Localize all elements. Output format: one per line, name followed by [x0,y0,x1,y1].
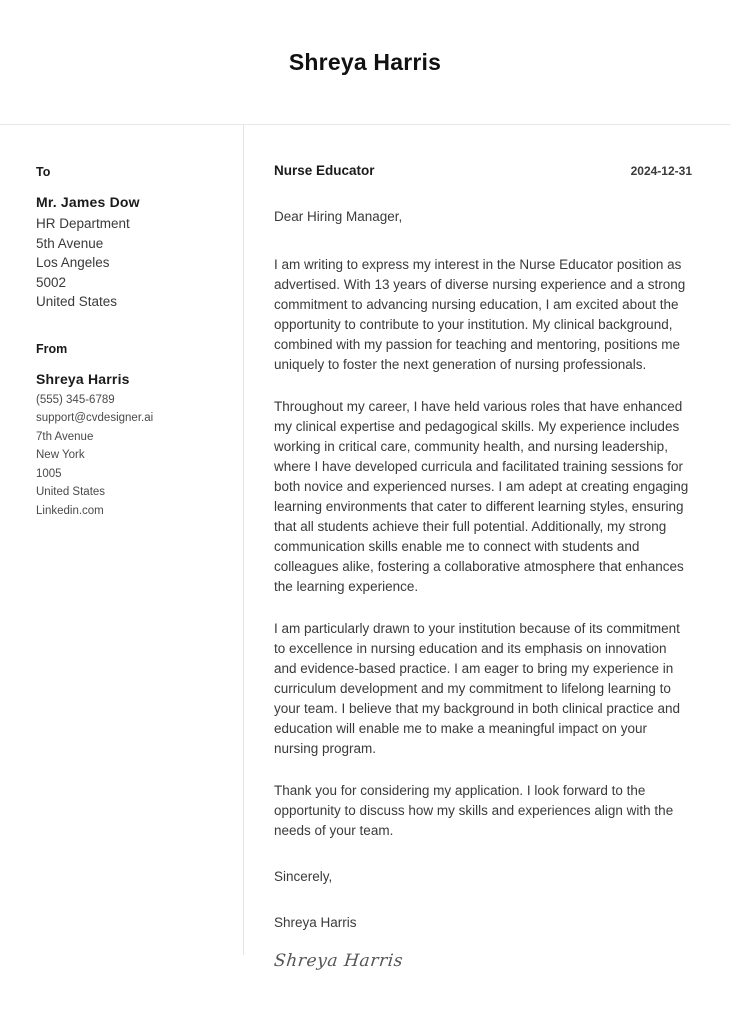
signature: Shreya Harris [272,951,405,971]
sender-phone: (555) 345-6789 [36,393,115,406]
sender-street: 7th Avenue [36,430,94,443]
recipient-line: HR Department [36,216,130,231]
recipient-block [36,165,225,312]
sender-label: From [36,341,68,356]
closing-word: Sincerely, [274,869,333,884]
letter-date: 2024-12-31 [630,164,692,178]
sender-email[interactable]: support@cvdesigner.ai [36,412,154,424]
recipient-line: Los Angeles [36,255,110,270]
salutation: Dear Hiring Manager, [274,209,403,224]
letter-paragraph: I am writing to express my interest in the Nurse Educator position as advertised. With 13 years of diverse nursing experience and a strong commitment to advancing nursing education, I am excited about the opportunity to contribute to your institution. My clinical background, combined with my passion for teaching and mentoring, positions me uniquely to foster the next generation of nursing professionals. [274,257,686,372]
document-body [0,125,730,1024]
document-header [0,0,730,125]
recipient-line: 5002 [36,274,67,290]
recipient-name: Mr. James Dow [36,194,140,210]
sender-block [36,342,225,521]
letter-paragraph: Throughout my career, I have held various roles that have enhanced my clinical expertise and pedagogical skills. My experience includes working in critical care, community health, and nursing leadership, where I have developed curricula and facilitated training sessions for both novice and experienced nurses. I am adept at creating engaging learning environments that cater to different learning styles, ensuring that all students achieve their full potential. Additionally, my strong communication skills enable me to connect with students and colleagues alike, fostering a collaborative atmosphere that enhances the learning experience. [274,399,689,594]
sender-postal-code: 1005 [36,467,62,480]
sidebar-contact-column [0,125,243,520]
closing-name: Shreya Harris [274,915,357,930]
sender-country: United States [36,486,106,498]
job-title: Nurse Educator [274,163,375,178]
letter-title-row [274,163,692,178]
page-title: Shreya Harris [288,48,442,75]
letter-paragraph: I am particularly drawn to your institution because of its commitment to excellence in nursing education and its emphasis on innovation and evidence-based practice. I am eager to bring my experience in curriculum development and my commitment to lifelong learning to your team. I believe that my background in both clinical practice and education will enable me to make a meaningful impact on your nursing program. [274,621,680,756]
letter-paragraph: Thank you for considering my application. I look forward to the opportunity to discuss how my skills and experiences align with the needs of your team. [274,783,674,838]
recipient-line: United States [36,294,118,309]
sender-name: Shreya Harris [36,370,130,387]
sender-linkedin[interactable]: Linkedin.com [36,504,104,517]
sender-city: New York [36,449,85,461]
recipient-label: To [36,165,51,179]
recipient-line: 5th Avenue [36,235,104,251]
letter-column [244,125,730,971]
